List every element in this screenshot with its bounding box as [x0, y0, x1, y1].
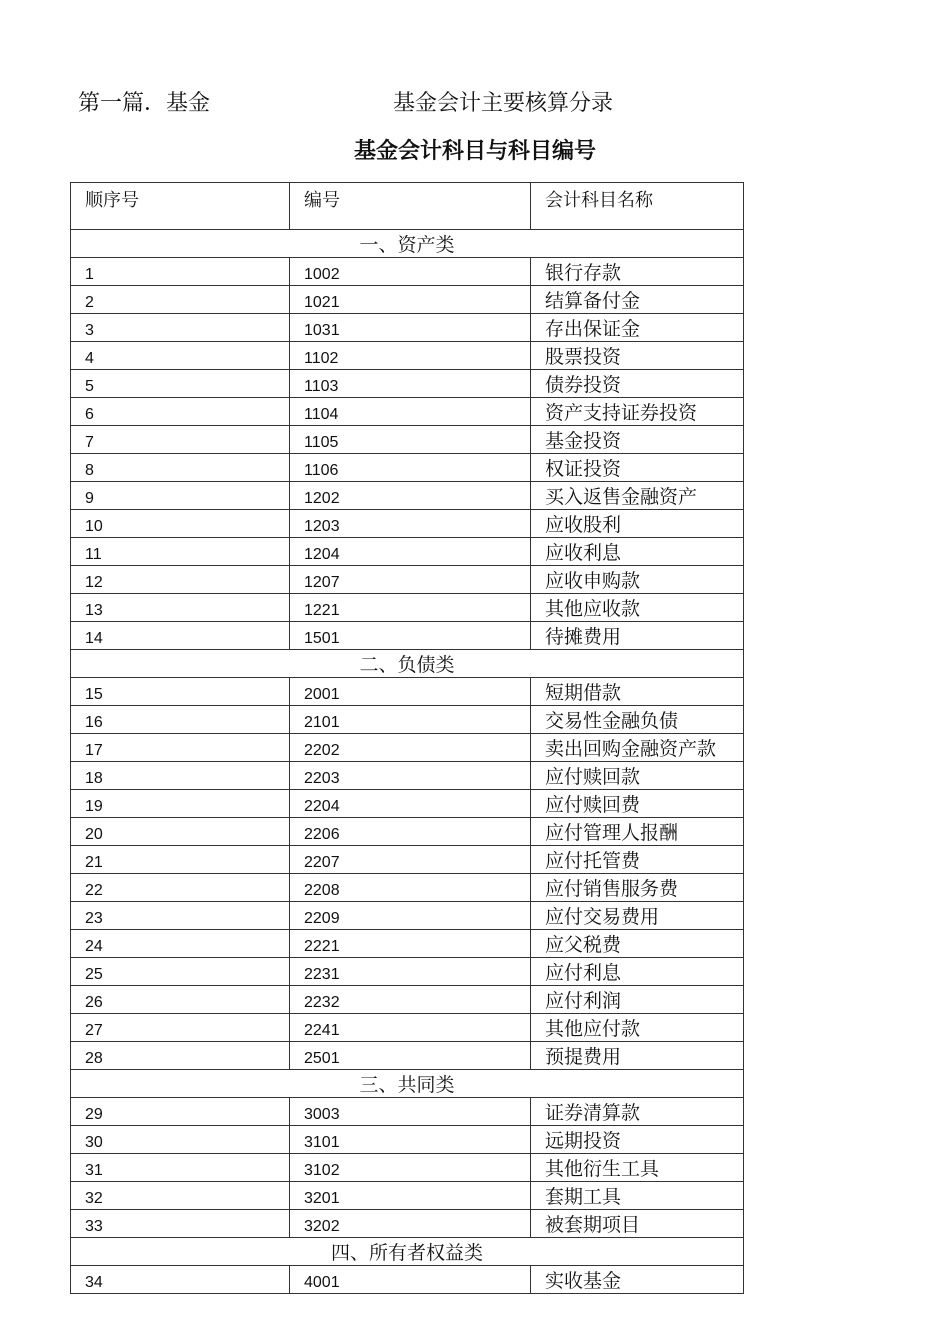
row-seq-number: 10	[71, 510, 290, 538]
table-row	[71, 510, 744, 538]
section-title: 三、共同类	[71, 1070, 744, 1098]
row-account-code: 2204	[290, 790, 531, 818]
row-account-name: 债券投资	[531, 370, 744, 398]
row-seq-number: 29	[71, 1098, 290, 1126]
table-row	[71, 790, 744, 818]
table-row	[71, 566, 744, 594]
document-title: 基金会计科目与科目编号	[353, 139, 596, 164]
row-account-code: 2232	[290, 986, 531, 1014]
row-seq-number: 5	[71, 370, 290, 398]
row-account-name: 应收利息	[531, 538, 744, 566]
row-seq-number: 3	[71, 314, 290, 342]
column-header-account-name: 会计科目名称	[531, 183, 744, 230]
section-row	[71, 230, 744, 258]
section-title: 一、资产类	[71, 230, 744, 258]
row-account-name: 预提费用	[531, 1042, 744, 1070]
row-account-code: 2221	[290, 930, 531, 958]
row-seq-number: 30	[71, 1126, 290, 1154]
table-row	[71, 622, 744, 650]
row-account-name: 其他应收款	[531, 594, 744, 622]
row-account-name: 其他衍生工具	[531, 1154, 744, 1182]
row-account-code: 1021	[290, 286, 531, 314]
account-code-table	[70, 182, 744, 1294]
row-seq-number: 27	[71, 1014, 290, 1042]
row-account-code: 2101	[290, 706, 531, 734]
row-account-name: 银行存款	[531, 258, 744, 286]
row-account-code: 2208	[290, 874, 531, 902]
table-row	[71, 1126, 744, 1154]
row-account-code: 1102	[290, 342, 531, 370]
row-seq-number: 18	[71, 762, 290, 790]
table-row	[71, 930, 744, 958]
row-account-code: 2203	[290, 762, 531, 790]
table-row	[71, 426, 744, 454]
row-seq-number: 22	[71, 874, 290, 902]
table-header-row	[71, 183, 744, 230]
row-seq-number: 31	[71, 1154, 290, 1182]
row-account-code: 1221	[290, 594, 531, 622]
page-header	[78, 86, 778, 118]
row-account-code: 2207	[290, 846, 531, 874]
row-account-name: 股票投资	[531, 342, 744, 370]
row-account-code: 2241	[290, 1014, 531, 1042]
row-account-name: 待摊费用	[531, 622, 744, 650]
table-row	[71, 902, 744, 930]
row-account-code: 1002	[290, 258, 531, 286]
row-account-code: 3202	[290, 1210, 531, 1238]
table-row	[71, 734, 744, 762]
row-seq-number: 23	[71, 902, 290, 930]
row-account-code: 1207	[290, 566, 531, 594]
section-title: 二、负债类	[71, 650, 744, 678]
row-account-code: 3101	[290, 1126, 531, 1154]
row-account-name: 买入返售金融资产	[531, 482, 744, 510]
row-seq-number: 2	[71, 286, 290, 314]
row-seq-number: 33	[71, 1210, 290, 1238]
row-account-code: 1103	[290, 370, 531, 398]
row-seq-number: 4	[71, 342, 290, 370]
table-row	[71, 678, 744, 706]
row-account-name: 应付赎回款	[531, 762, 744, 790]
row-seq-number: 20	[71, 818, 290, 846]
row-account-code: 2001	[290, 678, 531, 706]
row-account-name: 应父税费	[531, 930, 744, 958]
row-account-name: 其他应付款	[531, 1014, 744, 1042]
row-account-code: 3201	[290, 1182, 531, 1210]
row-account-code: 1203	[290, 510, 531, 538]
row-seq-number: 11	[71, 538, 290, 566]
row-seq-number: 24	[71, 930, 290, 958]
table-row	[71, 958, 744, 986]
table-row	[71, 258, 744, 286]
row-account-code: 2202	[290, 734, 531, 762]
table-row	[71, 1210, 744, 1238]
table-row	[71, 818, 744, 846]
row-seq-number: 9	[71, 482, 290, 510]
row-account-code: 1204	[290, 538, 531, 566]
row-account-code: 1104	[290, 398, 531, 426]
section-row	[71, 1238, 744, 1266]
row-seq-number: 14	[71, 622, 290, 650]
row-account-name: 基金投资	[531, 426, 744, 454]
row-account-code: 2206	[290, 818, 531, 846]
table-row	[71, 314, 744, 342]
table-row	[71, 1014, 744, 1042]
row-account-code: 3003	[290, 1098, 531, 1126]
column-header-code: 编号	[290, 183, 531, 230]
row-account-name: 应付赎回费	[531, 790, 744, 818]
row-seq-number: 32	[71, 1182, 290, 1210]
row-seq-number: 12	[71, 566, 290, 594]
table-row	[71, 762, 744, 790]
row-account-code: 1501	[290, 622, 531, 650]
row-account-name: 短期借款	[531, 678, 744, 706]
row-seq-number: 25	[71, 958, 290, 986]
section-title: 四、所有者权益类	[71, 1238, 744, 1266]
table-row	[71, 706, 744, 734]
row-account-code: 2231	[290, 958, 531, 986]
row-account-name: 应付利润	[531, 986, 744, 1014]
table-row	[71, 454, 744, 482]
row-account-name: 远期投资	[531, 1126, 744, 1154]
row-seq-number: 13	[71, 594, 290, 622]
row-account-name: 实收基金	[531, 1266, 744, 1294]
row-account-code: 1105	[290, 426, 531, 454]
table-row	[71, 1098, 744, 1126]
row-account-name: 应付管理人报酬	[531, 818, 744, 846]
table-row	[71, 398, 744, 426]
table-row	[71, 1154, 744, 1182]
row-account-code: 1031	[290, 314, 531, 342]
row-account-name: 应收股利	[531, 510, 744, 538]
row-account-name: 卖出回购金融资产款	[531, 734, 744, 762]
chapter-label: 第一篇．基金	[78, 91, 211, 116]
row-account-code: 2501	[290, 1042, 531, 1070]
row-seq-number: 16	[71, 706, 290, 734]
row-seq-number: 8	[71, 454, 290, 482]
row-account-name: 应付托管费	[531, 846, 744, 874]
row-account-code: 2209	[290, 902, 531, 930]
row-seq-number: 28	[71, 1042, 290, 1070]
row-account-name: 应付交易费用	[531, 902, 744, 930]
row-account-code: 1202	[290, 482, 531, 510]
table-row	[71, 538, 744, 566]
section-row	[71, 650, 744, 678]
row-account-name: 存出保证金	[531, 314, 744, 342]
table-row	[71, 846, 744, 874]
table-row	[71, 986, 744, 1014]
row-seq-number: 6	[71, 398, 290, 426]
table-row	[71, 594, 744, 622]
row-seq-number: 15	[71, 678, 290, 706]
table-row	[71, 370, 744, 398]
row-account-name: 应付销售服务费	[531, 874, 744, 902]
table-row	[71, 1182, 744, 1210]
table-row	[71, 1042, 744, 1070]
row-account-name: 被套期项目	[531, 1210, 744, 1238]
row-account-name: 证券清算款	[531, 1098, 744, 1126]
row-seq-number: 19	[71, 790, 290, 818]
table-row	[71, 482, 744, 510]
row-seq-number: 34	[71, 1266, 290, 1294]
section-row	[71, 1070, 744, 1098]
row-account-name: 权证投资	[531, 454, 744, 482]
row-account-name: 结算备付金	[531, 286, 744, 314]
table-row	[71, 874, 744, 902]
row-seq-number: 1	[71, 258, 290, 286]
row-account-name: 应收申购款	[531, 566, 744, 594]
row-account-name: 资产支持证券投资	[531, 398, 744, 426]
row-seq-number: 26	[71, 986, 290, 1014]
table-row	[71, 342, 744, 370]
row-seq-number: 17	[71, 734, 290, 762]
row-account-name: 应付利息	[531, 958, 744, 986]
row-account-code: 3102	[290, 1154, 531, 1182]
table-row	[71, 286, 744, 314]
row-account-name: 交易性金融负债	[531, 706, 744, 734]
row-account-code: 4001	[290, 1266, 531, 1294]
column-header-seq: 顺序号	[71, 183, 290, 230]
row-account-code: 1106	[290, 454, 531, 482]
section-heading: 基金会计主要核算分录	[393, 91, 614, 116]
row-seq-number: 7	[71, 426, 290, 454]
row-account-name: 套期工具	[531, 1182, 744, 1210]
row-seq-number: 21	[71, 846, 290, 874]
table-row	[71, 1266, 744, 1294]
